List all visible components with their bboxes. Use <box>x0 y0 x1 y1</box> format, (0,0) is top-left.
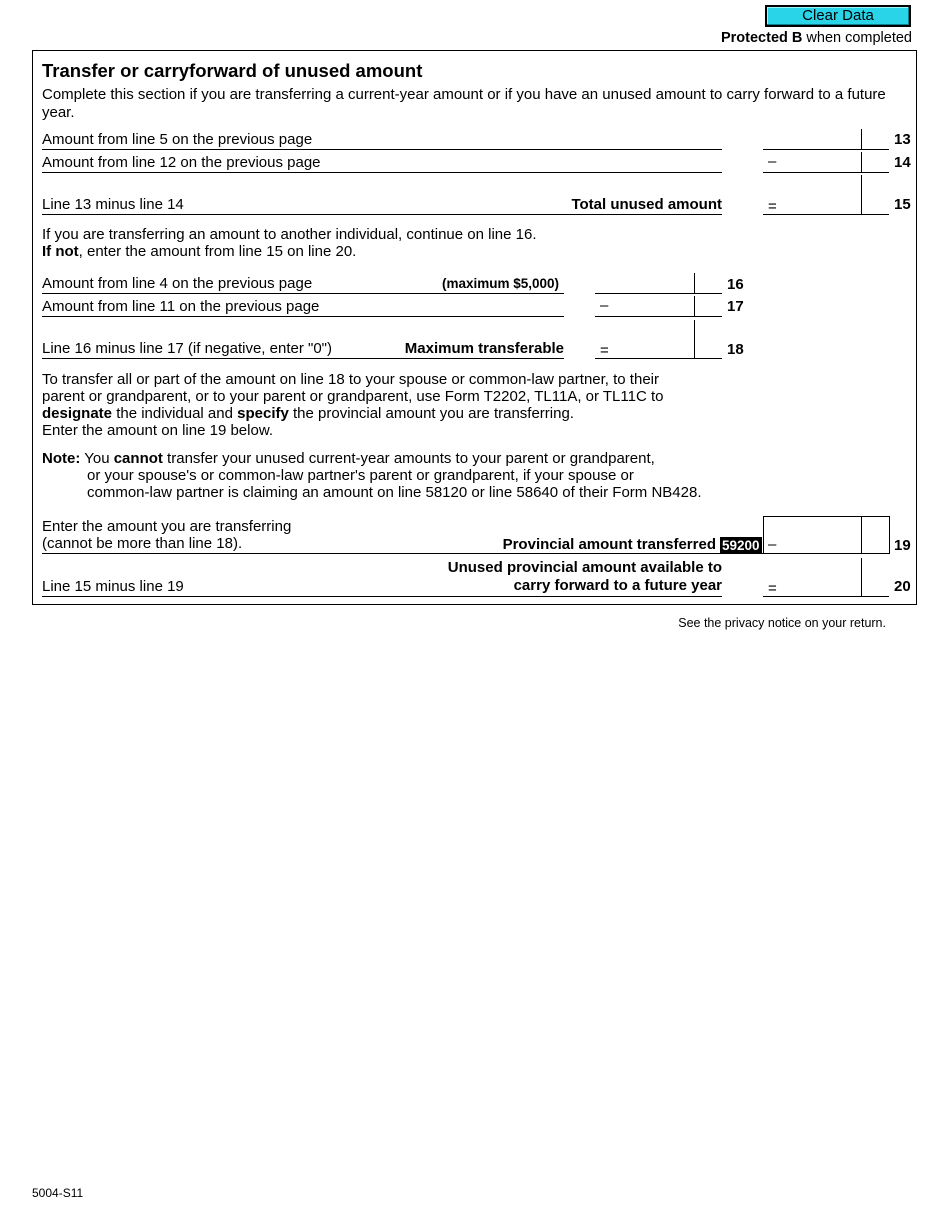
line20-cents-divider <box>861 558 862 596</box>
line15-equals-sign: = <box>768 198 777 215</box>
line15-number: 15 <box>894 196 911 213</box>
note-line2: or your spouse's or common-law partner's parent or grandparent, if your spouse or <box>87 467 634 484</box>
note-line1 <box>42 450 702 467</box>
line19-cents-divider <box>861 516 862 554</box>
line19-label-line2: (cannot be more than line 18). <box>42 535 243 552</box>
line14-amount-input[interactable] <box>780 152 860 172</box>
line18-label: Line 16 minus line 17 (if negative, enter "0") <box>42 340 332 357</box>
line19-code-59200: 59200 <box>722 538 760 553</box>
line20-rule <box>42 596 722 597</box>
note-line1-b: transfer your unused current-year amounts to your parent or grandparent, <box>162 450 655 467</box>
line18-amount-input[interactable] <box>612 338 693 358</box>
note-line3: common-law partner is claiming an amount on line 58120 or line 58640 of their Form NB428. <box>87 484 702 501</box>
line14-label: Amount from line 12 on the previous page <box>42 154 321 171</box>
privacy-notice: See the privacy notice on your return. <box>678 616 886 630</box>
clear-data-button[interactable]: Clear Data <box>765 5 911 27</box>
line17-minus-sign: – <box>600 297 609 314</box>
line13-rule <box>42 149 722 150</box>
transfer-instruction-line1: If you are transferring an amount to another individual, continue on line 16. <box>42 226 537 243</box>
line15-amount-input[interactable] <box>780 194 860 214</box>
line16-amount-input[interactable] <box>595 273 693 293</box>
line19-amount-input[interactable] <box>780 533 860 553</box>
line13-number: 13 <box>894 131 911 148</box>
line20-number: 20 <box>894 578 911 595</box>
line13-label: Amount from line 5 on the previous page <box>42 131 313 148</box>
transfer-text-line3-mid: the individual and <box>112 405 238 422</box>
line18-rule <box>42 358 564 359</box>
line18-bold-label: Maximum transferable <box>404 340 564 357</box>
line14-minus-sign: – <box>768 153 777 170</box>
form-number: 5004-S11 <box>32 1186 84 1200</box>
line18-equals-sign: = <box>600 342 609 359</box>
transfer-text-line4: Enter the amount on line 19 below. <box>42 422 273 439</box>
line13-amount-input[interactable] <box>763 129 860 149</box>
if-not-text: , enter the amount from line 15 on line 20. <box>78 243 357 260</box>
line17-input-rule <box>595 316 722 317</box>
note-block <box>42 450 702 501</box>
line14-rule <box>42 172 722 173</box>
if-not-label: If not <box>42 243 79 260</box>
transfer-text-line2: parent or grandparent, or to your parent or grandparent, use Form T2202, TL11A, or TL11C to <box>42 388 664 405</box>
cannot-word: cannot <box>113 450 163 467</box>
line15-label: Line 13 minus line 14 <box>42 196 184 213</box>
protected-b-suffix: when completed <box>802 30 912 46</box>
note-label: Note: <box>42 450 81 467</box>
note-line1-a: You <box>80 450 114 467</box>
line17-rule <box>42 316 564 317</box>
line16-label: Amount from line 4 on the previous page <box>42 275 313 292</box>
line18-number: 18 <box>727 341 744 358</box>
line20-input-rule <box>763 596 889 597</box>
transfer-instruction <box>42 226 536 260</box>
line20-amount-input[interactable] <box>780 576 860 596</box>
line15-input-rule <box>763 214 889 215</box>
section-intro: Complete this section if you are transferring a current-year amount or if you have an unused amount to carry forward to a future year. <box>42 86 886 121</box>
line13-cents-divider <box>861 129 862 149</box>
line17-cents-divider <box>694 296 695 316</box>
line15-cents-divider <box>861 175 862 214</box>
line19-label-line1: Enter the amount you are transferring <box>42 518 292 535</box>
line17-label: Amount from line 11 on the previous page <box>42 298 320 315</box>
line15-bold-label: Total unused amount <box>571 196 722 213</box>
line20-bold-label <box>448 559 722 595</box>
line20-label: Line 15 minus line 19 <box>42 578 184 595</box>
line16-rule <box>42 293 564 294</box>
transfer-instruction-line2 <box>42 243 536 260</box>
transfer-form-instructions <box>42 371 663 439</box>
line19-bold-label: Provincial amount transferred <box>502 536 716 553</box>
transfer-text-line3-end: the provincial amount you are transferring. <box>288 405 574 422</box>
line17-amount-input[interactable] <box>612 296 693 316</box>
transfer-text-line1: To transfer all or part of the amount on line 18 to your spouse or common-law partner, to their <box>42 371 659 388</box>
line20-bold-label-line1: Unused provincial amount available to <box>447 559 722 576</box>
line16-input-rule <box>595 293 722 294</box>
section-title: Transfer or carryforward of unused amount <box>42 60 423 81</box>
transfer-text-line3 <box>42 405 663 422</box>
line19-number: 19 <box>894 537 911 554</box>
specify-word: specify <box>237 405 289 422</box>
line14-input-rule <box>763 172 889 173</box>
line16-cents-divider <box>694 273 695 293</box>
line13-input-rule <box>763 149 889 150</box>
line18-cents-divider <box>694 320 695 358</box>
line16-maximum-note: (maximum $5,000) <box>442 276 560 291</box>
line19-minus-sign: – <box>768 536 777 553</box>
line14-number: 14 <box>894 154 911 171</box>
line20-equals-sign: = <box>768 580 777 597</box>
designate-word: designate <box>42 405 113 422</box>
protected-b-label: Protected B <box>720 30 803 46</box>
line20-bold-label-line2: carry forward to a future year <box>513 577 722 594</box>
protected-b-notice <box>721 30 912 46</box>
line19-rule <box>42 553 763 554</box>
line14-cents-divider <box>861 152 862 172</box>
line18-input-rule <box>595 358 722 359</box>
line15-rule <box>42 214 722 215</box>
line17-number: 17 <box>727 298 744 315</box>
line16-number: 16 <box>727 276 744 293</box>
